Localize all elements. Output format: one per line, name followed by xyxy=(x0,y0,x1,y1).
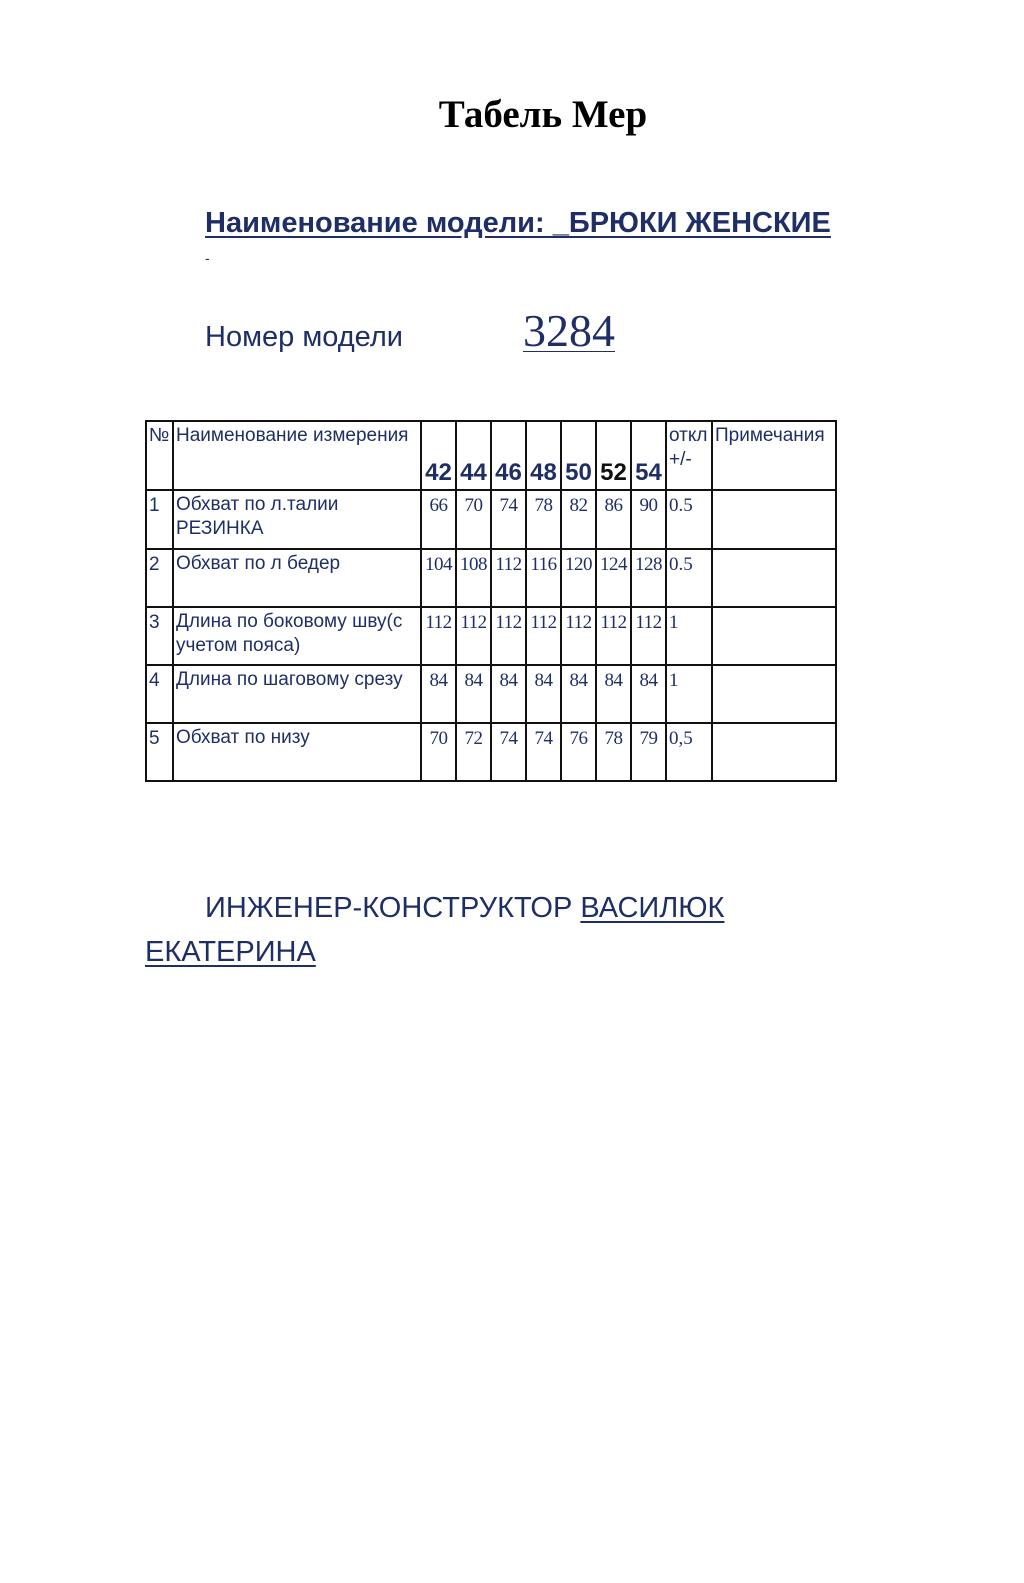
row-name: Обхват по низу xyxy=(173,723,421,781)
row-value: 90 xyxy=(631,490,666,549)
row-value: 82 xyxy=(561,490,596,549)
engineer-name-first: ВАСИЛЮК xyxy=(580,892,725,924)
row-value: 120 xyxy=(561,549,596,607)
engineer-role: ИНЖЕНЕР-КОНСТРУКТОР xyxy=(205,892,573,924)
model-number-label: Номер модели xyxy=(205,321,403,353)
row-value: 66 xyxy=(421,490,456,549)
header-size: 50 xyxy=(561,421,596,490)
row-value: 112 xyxy=(456,607,491,665)
header-name: Наименование измерения xyxy=(176,425,409,446)
table-row xyxy=(146,607,836,665)
measurement-table xyxy=(145,420,837,782)
model-number-value: 3284 xyxy=(523,305,615,356)
row-value: 112 xyxy=(561,607,596,665)
row-number: 4 xyxy=(146,665,173,723)
table-header-row xyxy=(146,421,836,490)
row-value: 108 xyxy=(456,549,491,607)
row-number: 2 xyxy=(146,549,173,607)
row-number: 1 xyxy=(146,490,173,549)
row-tolerance: 0.5 xyxy=(666,490,712,549)
row-name: Длина по боковому шву(с учетом пояса) xyxy=(173,607,421,665)
row-notes xyxy=(712,490,836,549)
document-title: Табель Мер xyxy=(438,93,648,136)
header-size: 42 xyxy=(421,421,456,490)
row-tolerance: 1 xyxy=(666,665,712,723)
row-tolerance: 1 xyxy=(666,607,712,665)
row-notes xyxy=(712,723,836,781)
row-value: 104 xyxy=(421,549,456,607)
row-value: 78 xyxy=(596,723,631,781)
row-value: 112 xyxy=(526,607,561,665)
header-size: 44 xyxy=(456,421,491,490)
header-size: 52 xyxy=(596,421,631,490)
row-name: Длина по шаговому срезу xyxy=(173,665,421,723)
engineer-name-second: ЕКАТЕРИНА xyxy=(145,936,316,968)
row-value: 84 xyxy=(491,665,526,723)
row-value: 112 xyxy=(491,549,526,607)
row-value: 86 xyxy=(596,490,631,549)
table-row xyxy=(146,549,836,607)
row-name: Обхват по л.талии РЕЗИНКА xyxy=(173,490,421,549)
row-value: 79 xyxy=(631,723,666,781)
table-row xyxy=(146,665,836,723)
header-notes-cell xyxy=(712,421,836,490)
header-num: № xyxy=(149,425,170,446)
engineer-signature-line xyxy=(145,886,785,974)
header-tolerance: откл +/- xyxy=(669,425,708,470)
row-notes xyxy=(712,607,836,665)
header-size: 48 xyxy=(526,421,561,490)
row-value: 84 xyxy=(596,665,631,723)
row-value: 116 xyxy=(526,549,561,607)
row-number: 5 xyxy=(146,723,173,781)
table-row xyxy=(146,723,836,781)
row-number: 3 xyxy=(146,607,173,665)
row-value: 74 xyxy=(491,723,526,781)
row-tolerance: 0,5 xyxy=(666,723,712,781)
header-num-cell xyxy=(146,421,173,490)
row-value: 70 xyxy=(456,490,491,549)
row-value: 112 xyxy=(631,607,666,665)
model-number-row xyxy=(205,304,615,357)
row-tolerance: 0.5 xyxy=(666,549,712,607)
row-value: 84 xyxy=(631,665,666,723)
row-value: 84 xyxy=(561,665,596,723)
row-value: 128 xyxy=(631,549,666,607)
table-row xyxy=(146,490,836,549)
row-value: 74 xyxy=(491,490,526,549)
row-value: 70 xyxy=(421,723,456,781)
row-value: 124 xyxy=(596,549,631,607)
row-value: 112 xyxy=(421,607,456,665)
row-value: 112 xyxy=(596,607,631,665)
row-notes xyxy=(712,549,836,607)
row-value: 84 xyxy=(456,665,491,723)
header-size: 54 xyxy=(631,421,666,490)
row-value: 76 xyxy=(561,723,596,781)
row-value: 84 xyxy=(526,665,561,723)
header-tolerance-cell xyxy=(666,421,712,490)
header-notes: Примечания xyxy=(715,425,825,446)
row-value: 72 xyxy=(456,723,491,781)
row-value: 78 xyxy=(526,490,561,549)
model-name-line: Наименование модели: _БРЮКИ ЖЕНСКИЕ xyxy=(205,207,831,239)
row-value: 112 xyxy=(491,607,526,665)
header-name-cell xyxy=(173,421,421,490)
model-name-dash: - xyxy=(205,250,210,266)
row-value: 84 xyxy=(421,665,456,723)
row-notes xyxy=(712,665,836,723)
header-size: 46 xyxy=(491,421,526,490)
row-name: Обхват по л бедер xyxy=(173,549,421,607)
row-value: 74 xyxy=(526,723,561,781)
